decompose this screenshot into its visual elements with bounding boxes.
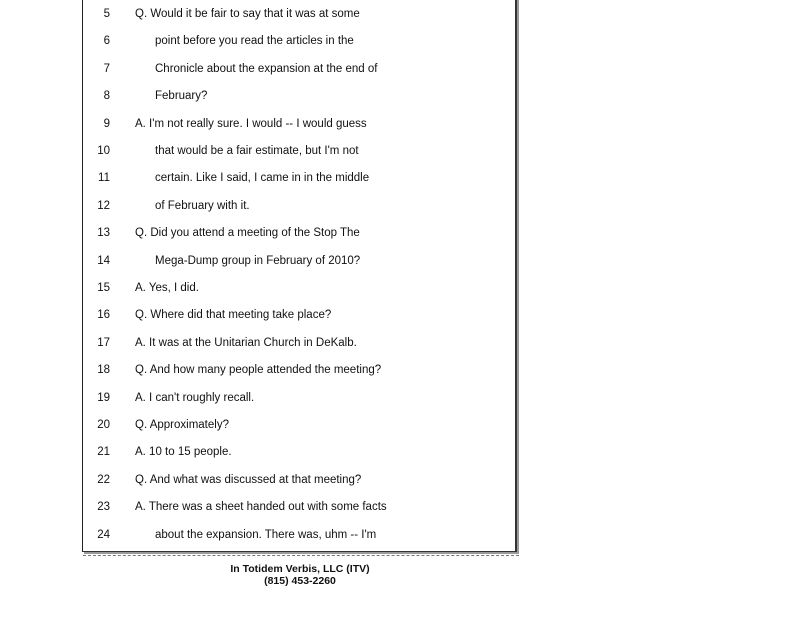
transcript-line (94, 415, 514, 435)
line-number: 16 (97, 309, 110, 322)
line-text: Chronicle about the expansion at the end of (155, 62, 378, 75)
line-number: 12 (97, 199, 110, 212)
line-text: A. It was at the Unitarian Church in DeKalb. (135, 336, 357, 349)
line-number: 15 (97, 282, 110, 294)
transcript-line (94, 497, 514, 517)
line-number: 5 (103, 8, 110, 20)
line-number: 7 (103, 62, 110, 75)
line-number: 22 (97, 473, 110, 486)
footer-company: In Totidem Verbis, LLC (ITV) (230, 563, 370, 575)
line-text: Q. Did you attend a meeting of the Stop The (135, 227, 360, 240)
line-number: 9 (103, 117, 110, 130)
line-text: that would be a fair estimate, but I'm not (155, 145, 359, 157)
line-text: A. I can't roughly recall. (135, 391, 255, 404)
transcript-line (94, 442, 514, 462)
footer-phone: (815) 453-2260 (264, 575, 336, 587)
line-text: A. 10 to 15 people. (135, 446, 232, 459)
line-text: point before you read the articles in the (155, 35, 354, 48)
line-number: 17 (97, 336, 110, 349)
line-text: A. There was a sheet handed out with some facts (135, 501, 387, 514)
transcript-line (94, 114, 514, 134)
line-text: certain. Like I said, I came in in the middle (155, 172, 370, 185)
transcript-line (94, 305, 514, 325)
line-text: Q. Approximately? (135, 419, 229, 431)
line-number: 13 (97, 227, 110, 240)
line-number: 19 (97, 391, 110, 404)
transcript-line (94, 59, 514, 79)
line-text: A. Yes, I did. (135, 282, 199, 294)
line-text: Q. And what was discussed at that meeting? (135, 473, 362, 486)
line-text: Q. Would it be fair to say that it was at some (135, 8, 360, 20)
line-text: Q. And how many people attended the meeting? (135, 364, 382, 377)
line-text: about the expansion. There was, uhm -- I'm (155, 528, 377, 541)
line-number: 14 (97, 254, 110, 267)
transcript-line (94, 141, 514, 161)
line-text: Q. Where did that meeting take place? (135, 309, 332, 322)
transcript-line (94, 525, 514, 545)
transcript-line (94, 223, 514, 243)
transcript-line (94, 333, 514, 353)
line-text: February? (155, 90, 208, 103)
line-number: 18 (97, 364, 110, 377)
line-number: 11 (98, 172, 110, 185)
line-number: 6 (103, 35, 110, 48)
transcript-line (94, 251, 514, 271)
line-text: A. I'm not really sure. I would -- I would guess (135, 117, 367, 130)
transcript-line (94, 470, 514, 490)
transcript-line (94, 388, 514, 408)
line-number: 20 (97, 419, 110, 431)
transcript-line (94, 168, 514, 188)
transcript-line (94, 86, 514, 106)
transcript-line (94, 360, 514, 380)
line-number: 8 (103, 90, 110, 103)
line-text: of February with it. (155, 199, 250, 212)
line-text: Mega-Dump group in February of 2010? (155, 254, 361, 267)
transcript-line (94, 278, 514, 298)
transcript-line (94, 4, 514, 24)
line-number: 23 (97, 501, 110, 514)
transcript-line (94, 196, 514, 216)
transcript-line (94, 31, 514, 51)
line-number: 10 (97, 145, 110, 157)
line-number: 24 (97, 528, 110, 541)
line-number: 21 (97, 446, 110, 459)
